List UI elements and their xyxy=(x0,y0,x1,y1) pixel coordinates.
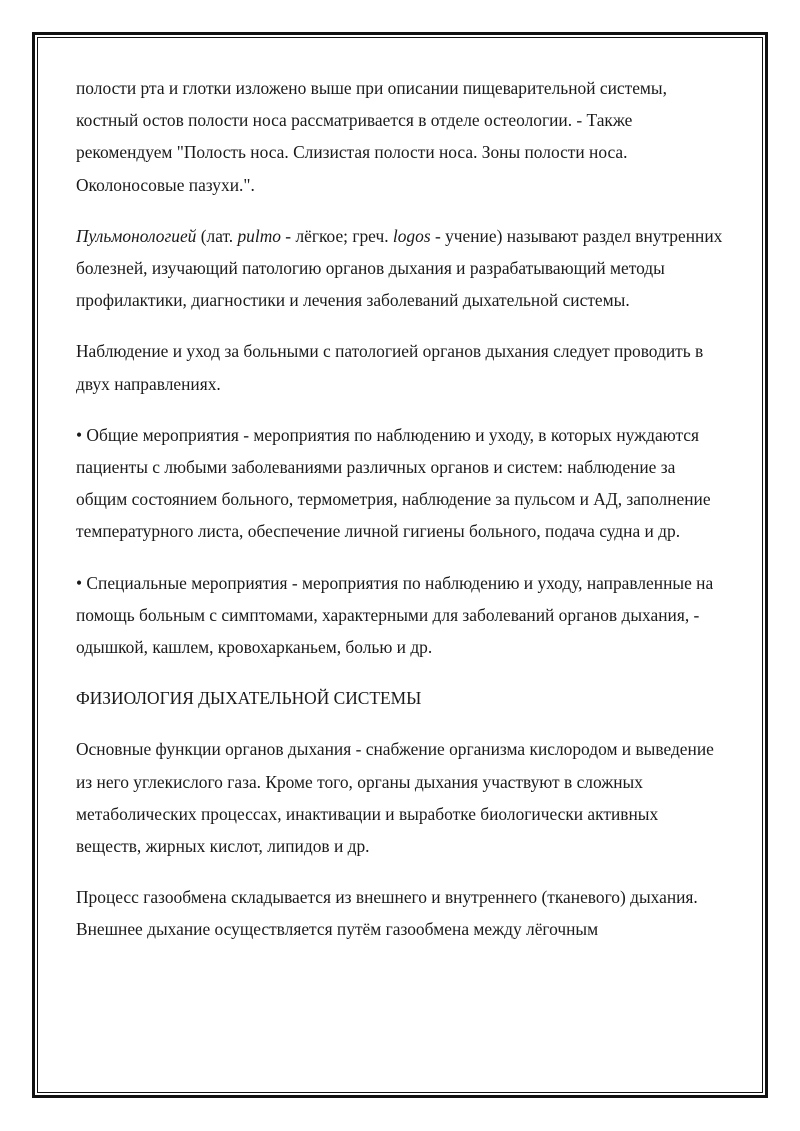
section-heading-physiology: ФИЗИОЛОГИЯ ДЫХАТЕЛЬНОЙ СИСТЕМЫ xyxy=(76,688,422,709)
document-body xyxy=(76,72,726,965)
greek-word: logos xyxy=(392,225,431,246)
paragraph-gas-exchange: Процесс газообмена складывается из внешнего и внутреннего (тканевого) дыхания. Внешнее дыхание осуществляется путём газообмена между лёгочным xyxy=(76,887,698,940)
lat-word: pulmo xyxy=(237,225,281,246)
definition-rest: - учение) называют раздел внутренних болезней, изучающий патологию органов дыхания и разрабатывающий методы профилактики, диагностики и лечения заболеваний дыхательной системы. xyxy=(76,225,723,311)
term-pulmonology: Пульмонологией xyxy=(76,225,197,246)
paragraph-main-functions: Основные функции органов дыхания - снабжение организма кислородом и выведение из него углекислого газа. Кроме того, органы дыхания участвуют в сложных метаболических процессах, инактивации и выработке биологически активных веществ, жирных кислот, липидов и др. xyxy=(76,739,714,857)
lat-prefix: (лат. xyxy=(196,225,238,246)
paragraph-observation-care: Наблюдение и уход за больными с патологией органов дыхания следует проводить в двух направлениях. xyxy=(76,341,704,394)
bullet-special-measures: • Специальные мероприятия - мероприятия по наблюдению и уходу, направленные на помощь больным с симптомами, характерными для заболеваний органов дыхания, - одышкой, кашлем, кровохарканьем, болью и др. xyxy=(76,572,714,658)
paragraph-pulmonology-definition xyxy=(76,220,726,317)
bullet-general-measures: • Общие мероприятия - мероприятия по наблюдению и уходу, в которых нуждаются пациенты с любыми заболеваниями различных органов и систем: наблюдение за общим состоянием больного, термометрия, наблюдение за пульсом и АД, заполнение температурного листа, обеспечение личной гигиены больного, подача судна и др. xyxy=(76,424,711,542)
greek-prefix: - лёгкое; греч. xyxy=(280,225,393,246)
paragraph-nasal-cavity: полости рта и глотки изложено выше при описании пищеварительной системы, костный остов полости носа рассматривается в отделе остеологии. - Также рекомендуем "Полость носа. Слизистая полости носа. Зоны полости носа. Околоносовые пазухи.". xyxy=(76,78,667,195)
